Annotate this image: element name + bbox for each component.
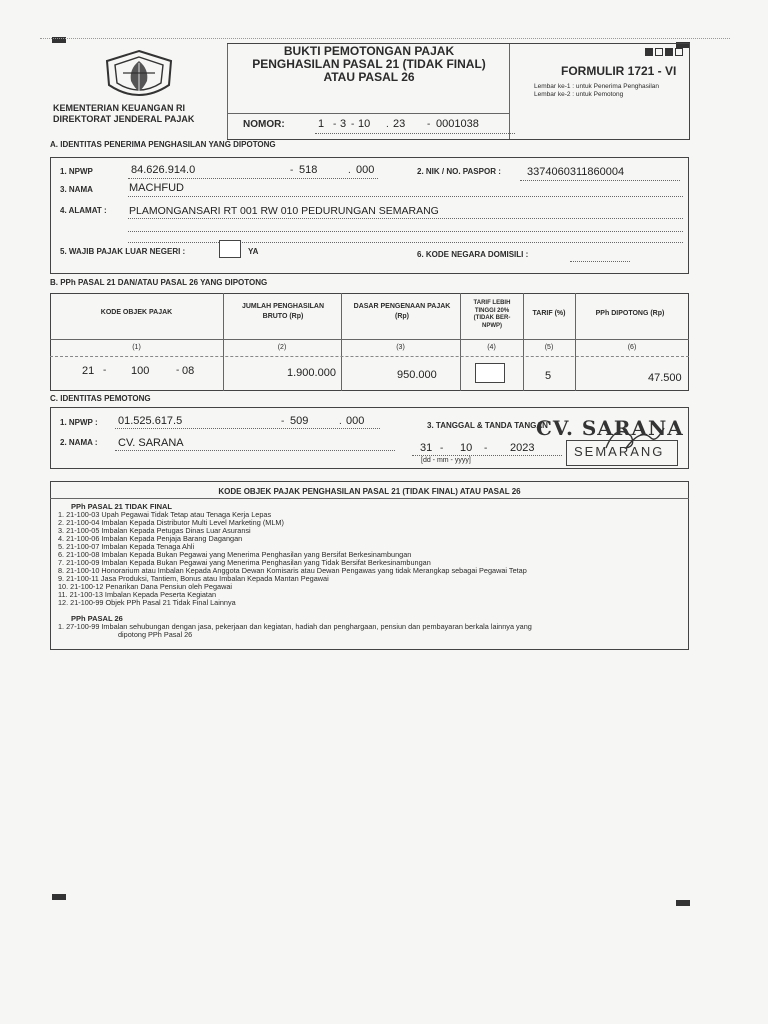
section-c-title: C. IDENTITAS PEMOTONG <box>50 394 151 403</box>
npwp-sep-2: . <box>348 165 351 176</box>
form-title-line-3: ATAU PASAL 26 <box>323 70 415 84</box>
wp-luar-checkbox[interactable] <box>219 240 241 258</box>
form-code: FORMULIR 1721 - VI <box>561 64 677 78</box>
codes-group1-title: PPh PASAL 21 TIDAK FINAL <box>71 502 172 511</box>
nomor-part-5: 0001038 <box>436 118 479 130</box>
kode-negara-label: 6. KODE NEGARA DOMISILI : <box>417 250 529 259</box>
tax-header-dpp: DASAR PENGENAAN PAJAK (Rp) <box>353 303 451 320</box>
code-item-pasal26-cont: dipotong PPh Pasal 26 <box>118 630 193 639</box>
tax-header-bruto: JUMLAH PENGHASILAN BRUTO (Rp) <box>241 303 325 320</box>
corner-mark-bottom-right <box>676 900 690 906</box>
cutter-nama-label: 2. NAMA : <box>60 438 98 447</box>
date-day: 31 <box>420 442 433 454</box>
nomor-part-3: 10 <box>358 118 371 130</box>
alamat-underline-2 <box>128 231 683 232</box>
codes-group2-title: PPh PASAL 26 <box>71 614 123 623</box>
tax-col-line-5 <box>575 293 576 391</box>
cutter-npwp-sep-2: . <box>339 416 342 427</box>
npwp-sep-1: - <box>290 165 294 176</box>
nik-label: 2. NIK / NO. PASPOR : <box>417 167 501 176</box>
tax-col-line-2 <box>341 293 342 391</box>
code-item: 5. 21-100-07 Imbalan Kepada Tenaga Ahli <box>58 542 195 551</box>
recipient-npwp-part-1: 84.626.914.0 <box>131 164 196 176</box>
tax-colnum-6: (6) <box>627 344 637 351</box>
tax-tarif-value: 5 <box>545 370 552 382</box>
recipient-npwp-part-2: 518 <box>299 164 318 176</box>
recipient-nama-label: 3. NAMA <box>60 185 93 194</box>
tax-kode-sep-2: - <box>176 365 180 376</box>
nama-underline <box>128 196 683 197</box>
code-item: 10. 21-100-12 Penarikan Dana Pensiun oleh Pegawai <box>58 582 233 591</box>
recipient-nama-value: MACHFUD <box>129 182 184 194</box>
nomor-sep-1: - <box>333 119 337 130</box>
tax-colnum-1: (1) <box>132 344 141 351</box>
copy-note-1: Lembar ke-1 : untuk Penerima Penghasilan <box>534 83 660 90</box>
codes-title: KODE OBJEK PAJAK PENGHASILAN PASAL 21 (TIDAK FINAL) ATAU PASAL 26 <box>218 487 521 496</box>
nik-underline <box>520 180 680 181</box>
date-sep-1: - <box>440 443 444 454</box>
nomor-label: NOMOR: <box>243 119 285 130</box>
signature-scribble-icon <box>596 418 676 458</box>
tarif-lebih-checkbox[interactable] <box>475 363 505 383</box>
nomor-sep-3: . <box>386 119 389 130</box>
date-month: 10 <box>460 442 473 454</box>
code-item: 12. 21-100-99 Objek PPh Pasal 21 Tidak Final Lainnya <box>58 598 236 607</box>
tax-kode-part-3: 08 <box>182 365 195 377</box>
tax-colnum-3: (3) <box>396 344 405 351</box>
code-item: 8. 21-100-10 Honorarium atau Imbalan Kepada Anggota Dewan Komisaris atau Dewan Pengawas yang tidak Merangkap sebagai Pegawai Tetap <box>58 566 527 575</box>
tax-row-line-2 <box>50 356 689 357</box>
tax-dpp-value: 950.000 <box>397 369 437 381</box>
tax-row-line-1 <box>50 339 689 340</box>
npwp-underline <box>128 178 378 179</box>
ministry-logo-icon <box>99 47 179 103</box>
corner-mark-bottom-left <box>52 894 66 900</box>
copy-note-2: Lembar ke-2 : untuk Pemotong <box>534 91 624 98</box>
tax-col-line-1 <box>223 293 224 391</box>
tax-bruto-value: 1.900.000 <box>287 367 336 379</box>
wp-luar-label: 5. WAJIB PAJAK LUAR NEGERI : <box>60 247 186 256</box>
code-item: 4. 21-100-06 Imbalan Kepada Penjaja Barang Dagangan <box>58 534 243 543</box>
form-title-line-2: PENGHASILAN PASAL 21 (TIDAK FINAL) <box>252 57 486 71</box>
tax-colnum-5: (5) <box>544 344 554 351</box>
recipient-npwp-label: 1. NPWP <box>60 167 93 176</box>
tax-colnum-4: (4) <box>487 344 496 351</box>
stamp-city: SEMARANG <box>574 444 665 459</box>
tax-kode-part-1: 21 <box>82 365 95 377</box>
cutter-nama-underline <box>115 450 395 451</box>
alamat-label: 4. ALAMAT : <box>60 206 107 215</box>
section-a-title: A. IDENTITAS PENERIMA PENGHASILAN YANG DIPOTONG <box>50 140 276 149</box>
tax-header-pph: PPh DIPOTONG (Rp) <box>595 310 665 317</box>
tax-colnum-2: (2) <box>277 344 287 351</box>
code-item-pasal26: 1. 27-100-99 Imbalan sehubungan dengan jasa, pekerjaan dan kegiatan, hadiah dan penghargaan, pensiun dan pembayaran berkala lainnya yang <box>58 622 532 631</box>
wp-luar-option: YA <box>248 247 259 256</box>
nik-value: 3374060311860004 <box>527 166 625 178</box>
code-item: 1. 21-100-03 Upah Pegawai Tidak Tetap atau Tenaga Kerja Lepas <box>58 510 272 519</box>
nomor-sep-2: - <box>351 119 355 130</box>
nomor-sep-4: - <box>427 119 431 130</box>
tax-col-line-4 <box>523 293 524 391</box>
signature-stamp <box>536 412 686 466</box>
date-format: [dd - mm - yyyy] <box>421 457 471 464</box>
stamp-company: CV. SARANA <box>536 416 684 440</box>
code-item: 2. 21-100-04 Imbalan Kepada Distributor Multi Level Marketing (MLM) <box>58 518 284 527</box>
kode-negara-underline <box>570 261 630 262</box>
alamat-underline-3 <box>128 242 683 243</box>
code-item: 11. 21-100-13 Imbalan Kepada Peserta Kegiatan <box>58 590 217 599</box>
tax-kode-sep-1: - <box>103 365 107 376</box>
code-item: 9. 21-100-11 Jasa Produksi, Tantiem, Bonus atau Imbalan Kepada Mantan Pegawai <box>58 574 329 583</box>
tax-header-tarif: TARIF (%) <box>532 310 566 317</box>
tax-kode-part-2: 100 <box>131 365 150 377</box>
cutter-nama-value: CV. SARANA <box>118 437 184 449</box>
date-year: 2023 <box>510 442 535 454</box>
tax-header-tarif-lebih: TARIF LEBIH TINGGI 20% (TIDAK BER-NPWP) <box>473 300 511 329</box>
codes-title-line <box>50 498 689 499</box>
recipient-npwp-part-3: 000 <box>356 164 375 176</box>
tax-header-kode: KODE OBJEK PAJAK <box>100 309 173 316</box>
alamat-underline-1 <box>128 218 683 219</box>
header-frame <box>227 43 690 140</box>
tax-col-line-3 <box>460 293 461 391</box>
form-title-line-1: BUKTI PEMOTONGAN PAJAK <box>283 44 455 58</box>
cutter-npwp-part-3: 000 <box>346 415 365 427</box>
cutter-npwp-part-1: 01.525.617.5 <box>118 415 183 427</box>
nomor-part-4: 23 <box>393 118 406 130</box>
code-item: 7. 21-100-09 Imbalan Kepada Bukan Pegawai yang Menerima Penghasilan yang Tidak Bersifat Berkesinambungan <box>58 558 431 567</box>
scan-top-line <box>40 38 730 39</box>
tanggal-label: 3. TANGGAL & TANDA TANGAN <box>427 421 548 430</box>
tax-pph-value: 47.500 <box>648 372 682 384</box>
code-item: 6. 21-100-08 Imbalan Kepada Bukan Pegawai yang Menerima Penghasilan yang Bersifat Berkesinambungan <box>58 550 412 559</box>
ministry-name: KEMENTERIAN KEUANGAN RI <box>53 103 186 113</box>
nomor-part-2: 3 <box>340 118 347 130</box>
alamat-value: PLAMONGANSARI RT 001 RW 010 PEDURUNGAN SEMARANG <box>129 205 439 217</box>
cutter-npwp-label: 1. NPWP : <box>60 418 98 427</box>
cutter-npwp-underline <box>115 428 380 429</box>
directorate-name: DIREKTORAT JENDERAL PAJAK <box>53 114 195 124</box>
cutter-npwp-sep-1: - <box>281 416 285 427</box>
section-b-title: B. PPh PASAL 21 DAN/ATAU PASAL 26 YANG DIPOTONG <box>50 278 268 287</box>
date-sep-2: - <box>484 443 488 454</box>
nomor-part-1: 1 <box>318 118 325 130</box>
code-item: 3. 21-100-05 Imbalan Kepada Petugas Dinas Luar Asuransi <box>58 526 251 535</box>
cutter-npwp-part-2: 509 <box>290 415 309 427</box>
